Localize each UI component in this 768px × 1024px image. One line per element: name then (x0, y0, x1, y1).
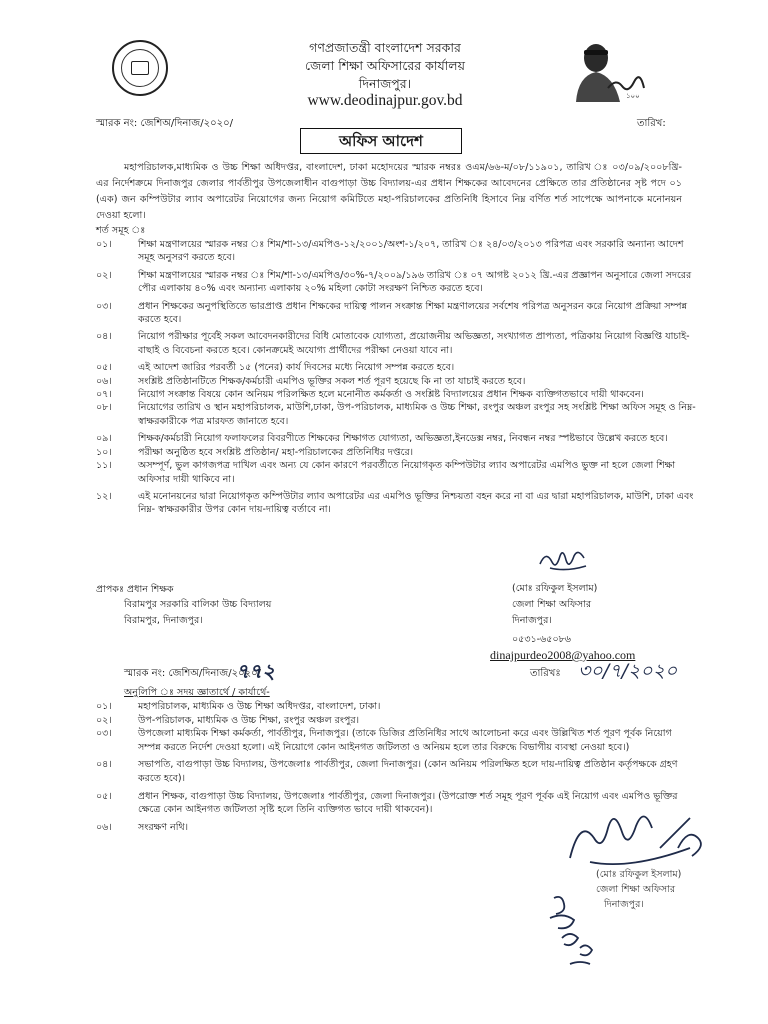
memo2-handwritten-number: ৭৭২ (236, 659, 276, 683)
condition-text: শিক্ষা মন্ত্রণালয়ের স্মারক নম্বর ঃ শিম/শা-১৩/এমপিও/৩০%-৭/২০০৯/১৯৬ তারিখ ঃ ০৭ আগষ্ট ২০১২ খ্রি.-এর প্রজ্ঞাপন অনুসারে জেলা সদরের পৌর এলাকায় ৪০% এবং অন্যান্য এলাকায় ২০% মহিলা কোটা সংরক্ষণ নিশ্চিত করতে হবে। (138, 269, 692, 295)
distribution-text: সংরক্ষণ নথি। (138, 821, 188, 833)
office-name: জেলা শিক্ষা অফিসারের কার্যালয় (305, 58, 465, 73)
office-website: www.deodinajpur.gov.bd (307, 92, 463, 109)
condition-item (96, 446, 696, 459)
condition-item (96, 490, 696, 517)
distribution-number: ০১। (96, 701, 112, 712)
condition-item (96, 459, 696, 486)
bottom-signature (560, 808, 720, 874)
condition-text: অসম্পূর্ণ, ভুল কাগজপত্র দাখিল এবং অন্য যে কোন কারণে পরবর্তীতে নিয়োগকৃত কম্পিউটার ল্যাব অপারেটর এমপিও ভুক্ত না হলে জেলা শিক্ষা অফিসার দায়ী থাকিবে না। (138, 460, 676, 485)
signatory-email[interactable]: dinajpurdeo2008@yahoo.com (490, 648, 636, 662)
intro-paragraph: মহাপরিচালক,মাধ্যমিক ও উচ্চ শিক্ষা অধিদপ্তর, বাংলাদেশ, ঢাকা মহোদয়ের স্মারক নম্বরঃ ওএম/৬৬-ম/০৮/১১৯০১, তারিখ ঃ ০৩/০৯/২০০৮খ্রি-এর নির্দেশক্রমে দিনাজপুর জেলার পার্বতীপুর উপজেলাধীন বাগুপাড়া উচ্চ বিদ্যালয়-এর প্রধান শিক্ষকের আবেদনের প্রেক্ষিতে তার প্রতিষ্ঠানের সৃষ্ট পদে ০১ (এক) জন কম্পিউটার ল্যাব অপারেটর নিয়োগের জন্য নিয়োগ কমিটিতে মহা-পরিচালকের প্রতিনিধি হিসাবে নিম্ন বর্ণিত শর্ত সাপেক্ষে আপনাকে মনোনয়ন দেওয়া হলো। (96, 162, 682, 221)
memo2-date-label: তারিখঃ (530, 668, 561, 679)
condition-item (96, 375, 696, 388)
recipient-line2: বিরামপুর সরকারি বালিকা উচ্চ বিদ্যালয় (124, 599, 272, 610)
condition-number: ০৬। (96, 375, 112, 387)
condition-item (96, 388, 696, 401)
stamp-designation: জেলা শিক্ষা অফিসার (596, 884, 676, 895)
condition-number: ০৯। (96, 433, 112, 445)
stamp-name: (মোঃ রফিকুল ইসলাম) (596, 869, 682, 880)
svg-text:১০০: ১০০ (626, 92, 640, 100)
condition-number: ০৮। (96, 402, 112, 414)
condition-item (96, 269, 696, 296)
condition-item (96, 361, 696, 374)
memo-date-label: তারিখ: (637, 118, 666, 129)
distribution-item (96, 727, 696, 754)
memo2-handwritten-date: ৩০/৭/২০২০ (578, 660, 678, 682)
signatory-designation: জেলা শিক্ষা অফিসার (512, 599, 592, 610)
distribution-number: ০৩। (96, 728, 112, 740)
condition-number: ১১। (96, 460, 112, 472)
condition-item (96, 330, 696, 357)
portrait-photo (568, 36, 660, 102)
govt-name: গণপ্রজাতন্ত্রী বাংলাদেশ সরকার (309, 40, 461, 55)
condition-number: ০৫। (96, 362, 112, 374)
condition-item (96, 300, 696, 327)
distribution-text: মহাপরিচালক, মাধ্যমিক ও উচ্চ শিক্ষা অধিদপ্তর, বাংলাদেশ, ঢাকা। (138, 701, 381, 712)
condition-number: ০৭। (96, 389, 112, 401)
condition-number: ০২। (96, 269, 112, 281)
officer-signature (536, 548, 596, 574)
condition-text: এই আদেশ জারির পরবর্তী ১৫ (পনের) কার্য দিবসের মধ্যে নিয়োগ সম্পন্ন করতে হবে। (138, 362, 455, 374)
recipient-line1: প্রাপকঃ প্রধান শিক্ষক (96, 584, 174, 595)
condition-text: প্রধান শিক্ষকের অনুপস্থিতিতে ভারপ্রাপ্ত প্রধান শিক্ষকের দায়িত্ব পালন সংক্রান্ত শিক্ষা মন্ত্রণালয়ের সর্বশেষ পরিপত্র অনুসরন করে নিয়োগ প্রক্রিয়া সম্পন্ন করতে হবে। (138, 300, 687, 326)
distribution-item (96, 758, 696, 785)
condition-item (96, 238, 696, 265)
distribution-number: ০২। (96, 714, 112, 726)
condition-number: ১০। (96, 446, 112, 458)
memo-reference: স্মারক নং: জেশিঅ/দিনাজ/২০২০/ (96, 118, 233, 129)
office-seal-logo (112, 40, 168, 96)
distribution-text: প্রধান শিক্ষক, বাগুপাড়া উচ্চ বিদ্যালয়, উপজেলাঃ পার্বতীপুর, জেলা দিনাজপুর। (উপরোক্ত শর্ত সমূহ পূরণ পূর্বক এই নিয়োগ এবং এমপিও ভূক্তির ক্ষেত্রে কোন আইনগত জটিলতা সৃষ্টি হলে তিনি ব্যক্তিগত ভাবে দায়ী থাকবেন)। (138, 790, 678, 816)
distribution-number: ০৬। (96, 821, 112, 833)
condition-text: এই মনোনয়নের দ্বারা নিয়োগকৃত কম্পিউটার ল্যাব অপারেটর এর এমপিও ভূক্তির নিশ্চয়তা বহন করে না বা এর দ্বারা মহাপরিচালক, মাউশি, ঢাকা এবং নিম্ন- স্বাক্ষরকারীর উপর কোন দায়-দায়িত্ব বর্তাবে না। (138, 490, 694, 516)
condition-text: সংশ্লিষ্ট প্রতিষ্ঠানটিতে শিক্ষক/কর্মচারী এমপিও ভূক্তির সকল শর্ত পূরণ হয়েছে কি না তা যাচাই করতে হবে। (138, 375, 526, 387)
condition-text: নিয়োগ পরীক্ষার পূর্বেই সকল আবেদনকারীদের বিধি মোতাবেক যোগ্যতা, প্রয়োজনীয় অভিজ্ঞতা, সংখ্যাগত প্রাপ্যতা, পত্রিকায় নিয়োগ বিজ্ঞপ্তি যাচাই-বাছাই ও বিবেচনা করতে হবে। কোনক্রমেই অযোগ্য প্রার্থীদের পরীক্ষা নেওয়া যাবে না। (138, 331, 690, 356)
handwritten-date-mark (540, 888, 610, 974)
condition-item (96, 432, 696, 445)
distribution-text: উপজেলা মাধ্যমিক শিক্ষা কর্মকর্তা, পার্বতীপুর, দিনাজপুর। (তাকে ডিজির প্রতিনিধির সাথে আলোচনা করে এবং উল্লিখিত শর্ত পূরণ পূর্বক নিয়োগ সম্পন্ন করতে নির্দেশ দেওয়া হলো। এই নিয়োগে কোন আইনগত জটিলতা ও অনিয়ম হলে তার বিরুদ্ধে বিভাগীয় ব্যবস্থা নেওয়া হবে।) (138, 728, 672, 753)
signatory-phone: ০৫৩১-৬৫০৮৬ (512, 634, 571, 645)
condition-item (96, 401, 696, 428)
condition-number: ০৩। (96, 300, 112, 312)
distribution-number: ০৫। (96, 790, 112, 802)
copy-heading: অনুলিপি ঃ সদয় জ্ঞাতার্থে / কার্যার্থে- (124, 687, 270, 698)
distribution-text: উপ-পরিচালক, মাধ্যমিক ও উচ্চ শিক্ষা, রংপুর অঞ্চল রংপুর। (138, 714, 359, 726)
condition-text: নিয়োগ সংক্রান্ত বিষয়ে কোন অনিয়ম পরিলক্ষিত হলে মনোনীত কর্মকর্তা ও সংশ্লিষ্ট বিদ্যালয়ের প্রধান শিক্ষক ব্যক্তিগতভাবে দায়ী থাকবেন। (138, 389, 644, 401)
distribution-text: সভাপতি, বাগুপাড়া উচ্চ বিদ্যালয়, উপজেলাঃ পার্বতীপুর, জেলা দিনাজপুর। (কোন অনিয়ম পরিলক্ষিত হলে দায়-দায়িত্ব প্রতিষ্ঠান কর্তৃপক্ষকে গ্রহণ করতে হবে)। (138, 759, 678, 784)
distribution-number: ০৪। (96, 759, 112, 771)
condition-text: শিক্ষক/কর্মচারী নিয়োগ ফলাফলের বিবরণীতে শিক্ষকের শিক্ষাগত যোগ্যতা, অভিজ্ঞতা,ইনডেক্স নম্বর, নিবন্ধন নম্বর স্পষ্টভাবে উল্লেখ করতে হবে। (138, 433, 668, 445)
condition-number: ০৪। (96, 331, 112, 343)
distribution-item (96, 714, 696, 728)
condition-number: ১২। (96, 490, 112, 502)
conditions-heading: শর্ত সমূহ ঃ (96, 225, 146, 236)
office-district: দিনাজপুর। (358, 76, 412, 91)
document-title: অফিস আদেশ (300, 128, 462, 154)
distribution-item (96, 700, 696, 714)
signatory-name: (মোঃ রফিকুল ইসলাম) (512, 583, 598, 594)
conditions-list (96, 238, 696, 517)
memo2-reference: স্মারক নং: জেশিঅ/দিনাজ/২০২০/ (124, 668, 261, 679)
condition-text: নিয়োগের তারিখ ও স্থান মহাপরিচালক, মাউশি,ঢাকা, উপ-পরিচালক, মাধ্যমিক ও উচ্চ শিক্ষা, রংপুর অঞ্চল রংপুর সহ সংশ্লিষ্ট শিক্ষা অফিস সমূহ ও নিম্ন-স্বাক্ষরকারীকে পত্র মারফত জানাতে হবে। (138, 402, 696, 427)
signatory-place: দিনাজপুর। (512, 615, 552, 626)
condition-text: পরীক্ষা অনুষ্ঠিত হবে সংশ্লিষ্ট প্রতিষ্ঠান/ মহা-পরিচালকের প্রতিনিধির দপ্তরে। (138, 446, 414, 458)
condition-text: শিক্ষা মন্ত্রণালয়ের স্মারক নম্বর ঃ শিম/শা-১৩/এমপিও-১২/২০০১/অংশ-১/২০৭, তারিখ ঃ ২৪/০৩/২০১৩ পরিপত্র এবং সরকারি অন্যান্য আদেশ সমূহ অনুসরণ করতে হবে। (138, 239, 684, 264)
condition-number: ০১। (96, 239, 112, 250)
stamp-place: দিনাজপুর। (604, 899, 644, 910)
recipient-line3: বিরামপুর, দিনাজপুর। (124, 615, 203, 626)
